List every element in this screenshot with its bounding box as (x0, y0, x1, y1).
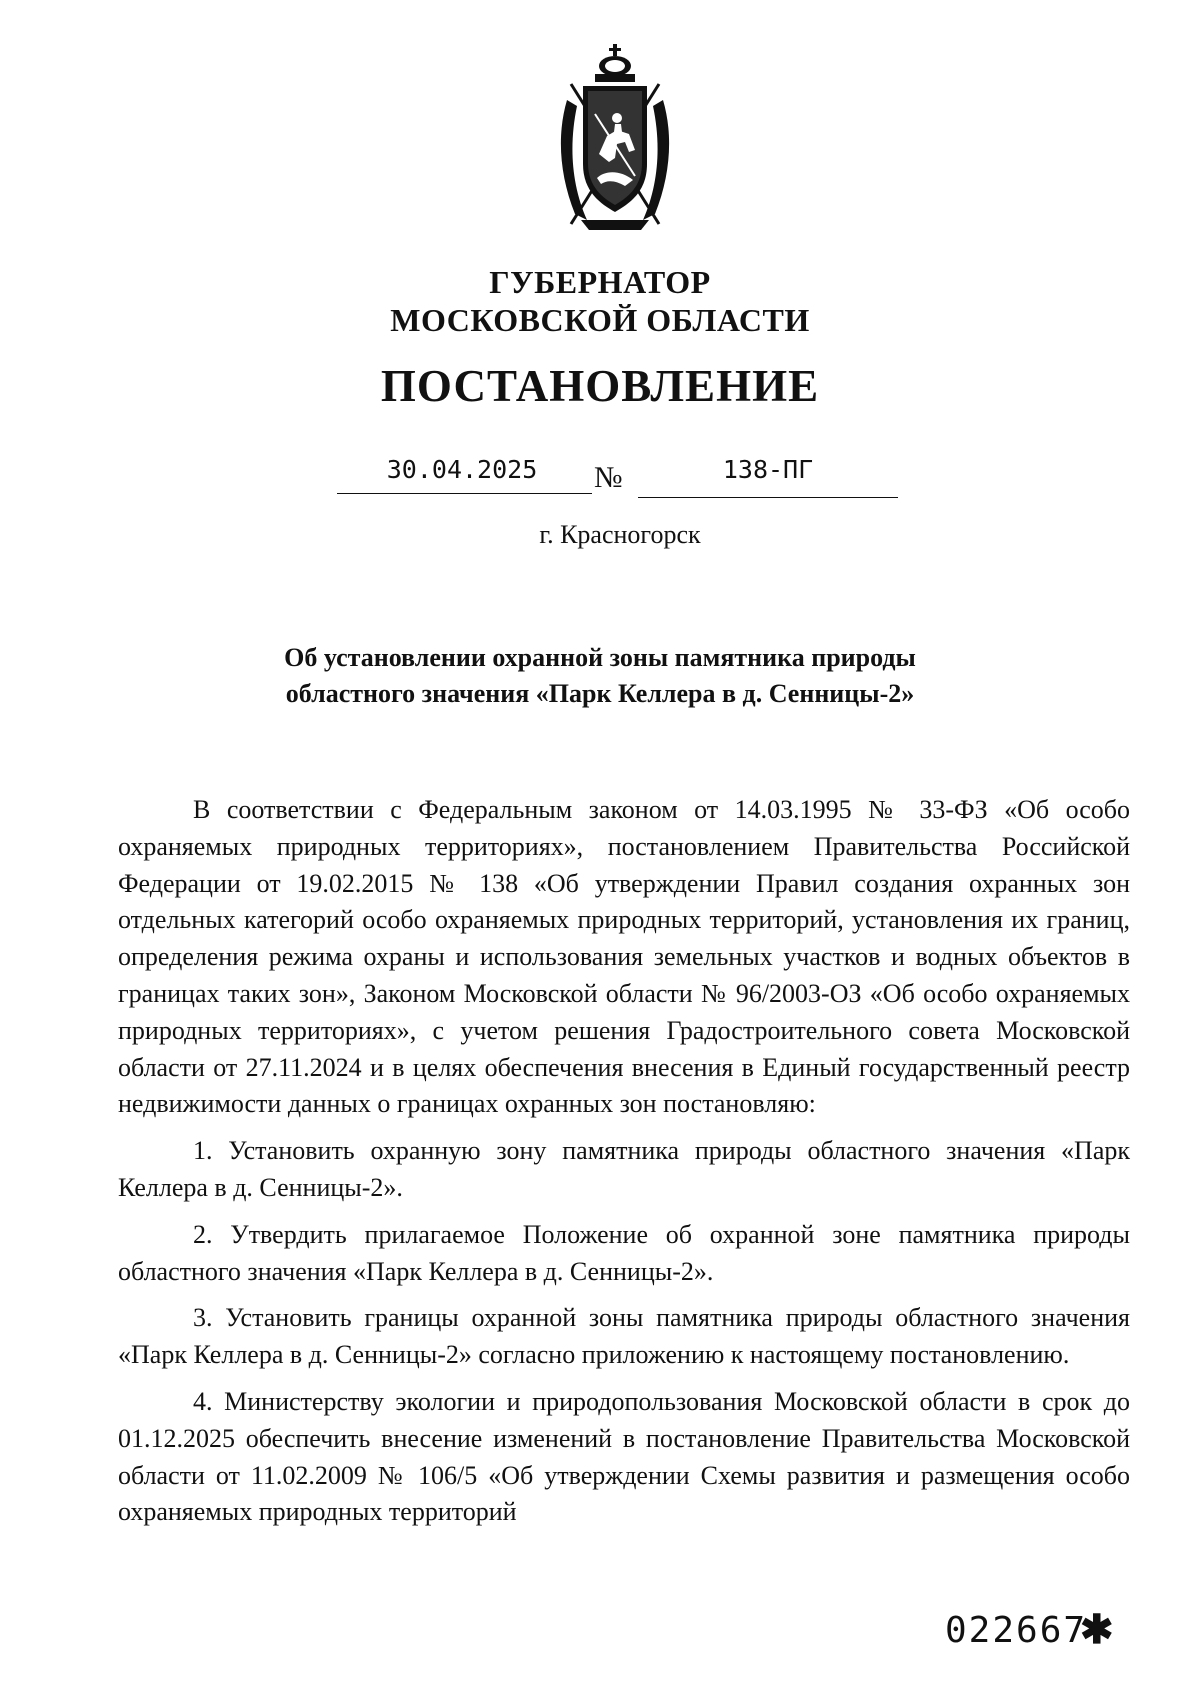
form-serial-number: 022667 (945, 1610, 1088, 1651)
clause-4: 4. Министерству экологии и природопользования Московской области в срок до 01.12.2025 обеспечить внесение изменений в постановление Правительства Московской области от 11.02.2009 № 106/5 «Об утверждении Схемы развития и размещения особо охраняемых природных территорий (118, 1386, 1130, 1527)
subject-line-1: Об установлении охранной зоны памятника природы (284, 643, 916, 672)
registration-line (0, 455, 1200, 503)
preamble-paragraph: В соответствии с Федеральным законом от 14.03.1995 № 33-ФЗ «Об особо охраняемых природных территориях», постановлением Правительства Российской Федерации от 19.02.2015 № 138 «Об утверждении Правил создания охранных зон отдельных категорий особо охраняемых природных территорий, установления их границ, определения режима охраны и использования земельных участков и водных объектов в границах таких зон», Законом Московской области № 96/2003-ОЗ «Об особо охраняемых природных территориях», с учетом решения Градостроительного совета Московской области от 27.11.2024 и в целях обеспечения внесения в Единый государственный реестр недвижимости данных о границах охранных зон постановляю: (118, 795, 1130, 1119)
document-type-title: ПОСТАНОВЛЕНИЕ (380, 361, 820, 411)
clause-3: 3. Установить границы охранной зоны памятника природы областного значения «Парк Келлера в д. Сенницы-2» согласно приложению к настоящему постановлению. (118, 1303, 1130, 1370)
serial-asterisk-icon: ✱ (1080, 1607, 1114, 1652)
subject-line-2: областного значения «Парк Келлера в д. Сенницы-2» (285, 679, 915, 708)
number-sign: № (594, 461, 623, 494)
city-of-issue: г. Красногорск (539, 520, 701, 549)
document-body (118, 792, 1130, 1531)
issuing-authority (0, 263, 1200, 339)
coat-of-arms-icon (555, 44, 675, 230)
clause-1: 1. Установить охранную зону памятника природы областного значения «Парк Келлера в д. Сенницы-2». (118, 1136, 1130, 1202)
clause-2: 2. Утвердить прилагаемое Положение об охранной зоне памятника природы областного значения «Парк Келлера в д. Сенницы-2». (118, 1219, 1130, 1286)
document-subject (0, 640, 1200, 712)
document-date: 30.04.2025 (386, 455, 538, 484)
authority-region: МОСКОВСКОЙ ОБЛАСТИ (390, 302, 810, 338)
document-number: 138-ПГ (722, 455, 814, 484)
number-underline (638, 497, 898, 498)
authority-title: ГУБЕРНАТОР (489, 264, 711, 300)
date-underline (337, 493, 592, 494)
